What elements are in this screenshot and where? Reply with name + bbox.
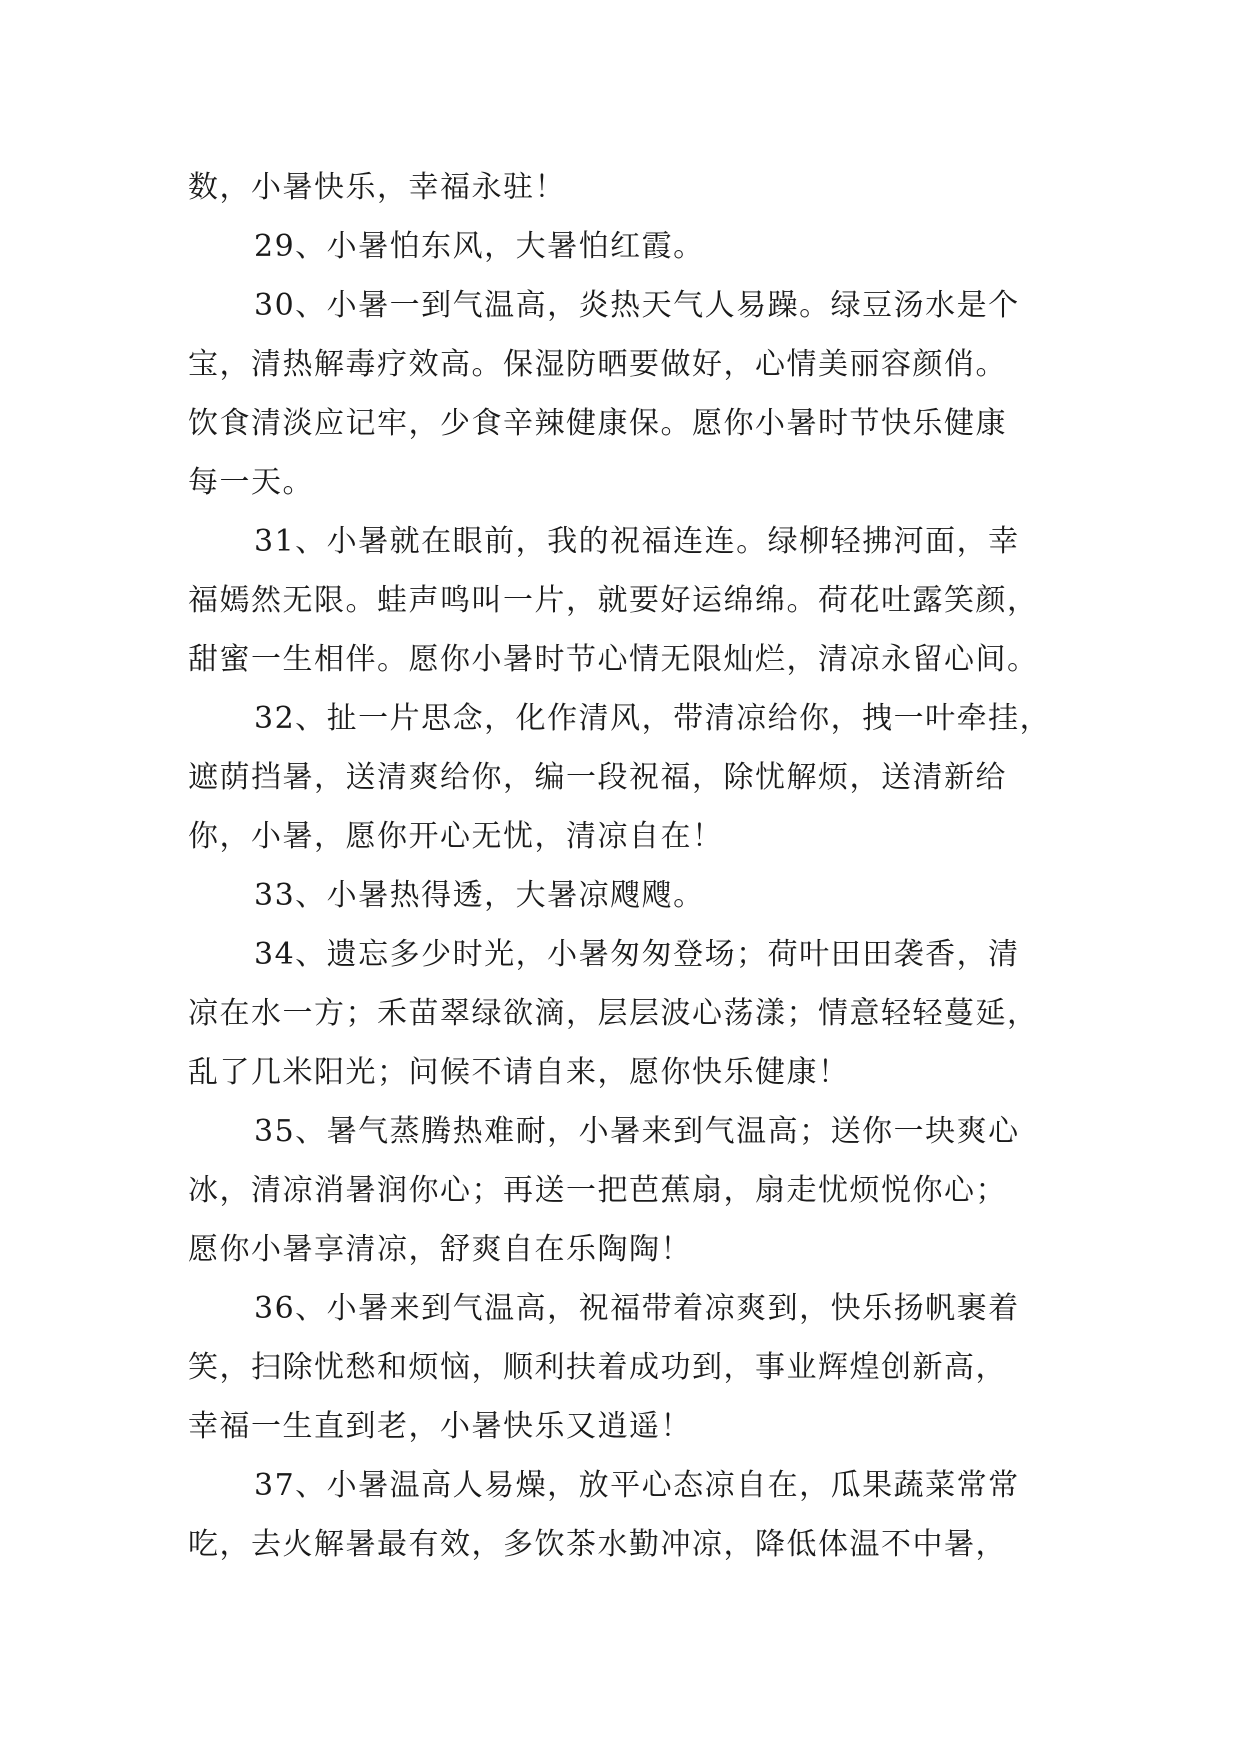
text-line: 每一天。 [188, 465, 314, 500]
text-line: 福嫣然无限。蛙声鸣叫一片，就要好运绵绵。荷花吐露笑颜， [188, 583, 1039, 618]
text-line: 32、扯一片思念，化作清风，带清凉给你，拽一叶牵挂， [254, 701, 1052, 736]
text-line: 29、小暑怕东风，大暑怕红霞。 [254, 229, 705, 264]
text-line: 数，小暑快乐，幸福永驻！ [188, 170, 566, 205]
text-line: 31、小暑就在眼前，我的祝福连连。绿柳轻拂河面，幸 [254, 524, 1020, 559]
text-line: 凉在水一方；禾苗翠绿欲滴，层层波心荡漾；情意轻轻蔓延， [188, 996, 1039, 1031]
text-line: 35、暑气蒸腾热难耐，小暑来到气温高；送你一块爽心 [254, 1114, 1020, 1149]
text-line: 乱了几米阳光；问候不请自来，愿你快乐健康！ [188, 1055, 850, 1090]
text-line: 34、遗忘多少时光，小暑匆匆登场；荷叶田田袭香，清 [254, 937, 1020, 972]
text-line: 饮食清淡应记牢，少食辛辣健康保。愿你小暑时节快乐健康 [188, 406, 1007, 441]
text-line: 你，小暑，愿你开心无忧，清凉自在！ [188, 819, 724, 854]
text-line: 遮荫挡暑，送清爽给你，编一段祝福，除忧解烦，送清新给 [188, 760, 1007, 795]
text-line: 37、小暑温高人易燥，放平心态凉自在，瓜果蔬菜常常 [254, 1468, 1020, 1503]
text-line: 36、小暑来到气温高，祝福带着凉爽到，快乐扬帆裹着 [254, 1291, 1020, 1326]
text-line: 幸福一生直到老，小暑快乐又逍遥！ [188, 1409, 692, 1444]
text-line: 笑，扫除忧愁和烦恼，顺利扶着成功到，事业辉煌创新高， [188, 1350, 1007, 1385]
text-line: 冰，清凉消暑润你心；再送一把芭蕉扇，扇走忧烦悦你心； [188, 1173, 1007, 1208]
text-line: 甜蜜一生相伴。愿你小暑时节心情无限灿烂，清凉永留心间。 [188, 642, 1039, 677]
text-line: 30、小暑一到气温高，炎热天气人易躁。绿豆汤水是个 [254, 288, 1020, 323]
text-line: 宝，清热解毒疗效高。保湿防晒要做好，心情美丽容颜俏。 [188, 347, 1007, 382]
text-line: 愿你小暑享清凉，舒爽自在乐陶陶！ [188, 1232, 692, 1267]
text-line: 吃，去火解暑最有效，多饮茶水勤冲凉，降低体温不中暑， [188, 1527, 1007, 1562]
text-line: 33、小暑热得透，大暑凉飕飕。 [254, 878, 705, 913]
document-body [188, 158, 1058, 1574]
